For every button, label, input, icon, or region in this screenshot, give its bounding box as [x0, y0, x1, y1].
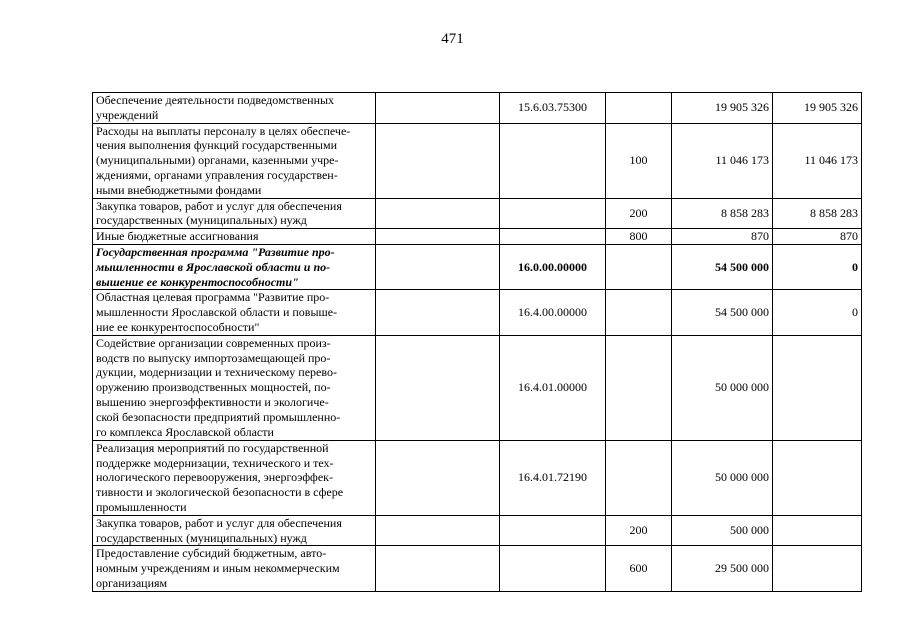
table-row — [93, 440, 862, 515]
item-name-line: государственных (муниципальных) нужд — [96, 530, 307, 545]
target-code-cell: 16.4.01.72190 — [500, 440, 606, 515]
amount-1-cell: 500 000 — [672, 515, 773, 546]
blank-cell — [376, 244, 500, 289]
blank-cell — [376, 440, 500, 515]
item-name-line: Предоставление субсидий бюджетным, авто- — [96, 546, 327, 561]
amount-1-cell: 54 500 000 — [672, 244, 773, 289]
expense-type-cell: 200 — [606, 515, 672, 546]
item-name-line: ждениями, органами управления государствен- — [96, 167, 338, 182]
blank-cell — [376, 290, 500, 335]
amount-1-cell: 19 905 326 — [672, 93, 773, 124]
item-name-line: ние ее конкурентоспособности" — [96, 319, 260, 334]
item-name-line: номным учреждениям и иным некоммерческим — [96, 561, 340, 576]
item-name-line: го комплекса Ярославской области — [96, 424, 274, 439]
expense-type-cell — [606, 290, 672, 335]
expense-type-cell: 100 — [606, 123, 672, 198]
amount-2-cell: 8 858 283 — [773, 198, 862, 229]
amount-2-cell: 870 — [773, 229, 862, 245]
item-name-line: Расходы на выплаты персоналу в целях обеспече- — [96, 123, 351, 138]
target-code-cell — [500, 546, 606, 591]
target-code-cell: 16.0.00.00000 — [500, 244, 606, 289]
item-name-cell — [93, 440, 376, 515]
target-code-cell: 16.4.01.00000 — [500, 335, 606, 440]
budget-table-body — [93, 93, 862, 592]
expense-type-cell — [606, 244, 672, 289]
amount-2-cell — [773, 335, 862, 440]
blank-cell — [376, 229, 500, 245]
item-name-line: Областная целевая программа "Развитие про- — [96, 290, 330, 305]
amount-1-cell: 50 000 000 — [672, 335, 773, 440]
item-name-line: нологического перевооружения, энергоэффек- — [96, 470, 333, 485]
blank-cell — [376, 93, 500, 124]
target-code-cell: 16.4.00.00000 — [500, 290, 606, 335]
amount-2-cell: 11 046 173 — [773, 123, 862, 198]
amount-2-cell: 19 905 326 — [773, 93, 862, 124]
item-name-line: ской безопасности предприятий промышленно- — [96, 409, 341, 424]
table-row — [93, 546, 862, 591]
item-name-line: Закупка товаров, работ и услуг для обеспечения — [96, 198, 342, 213]
item-name-line: чения выполнения функций государственными — [96, 138, 337, 153]
expense-type-cell: 600 — [606, 546, 672, 591]
item-name-cell — [93, 229, 376, 245]
amount-1-cell: 54 500 000 — [672, 290, 773, 335]
table-row — [93, 244, 862, 289]
item-name-line: (муниципальными) органами, казенными учре- — [96, 153, 339, 168]
item-name-line: Обеспечение деятельности подведомственных — [96, 93, 335, 107]
target-code-cell — [500, 229, 606, 245]
target-code-cell — [500, 123, 606, 198]
item-name-line: поддержке модернизации, технического и тех- — [96, 455, 334, 470]
table-row — [93, 229, 862, 245]
amount-2-cell — [773, 546, 862, 591]
table-row — [93, 198, 862, 229]
amount-1-cell: 50 000 000 — [672, 440, 773, 515]
expense-type-cell — [606, 440, 672, 515]
amount-2-cell: 0 — [773, 244, 862, 289]
item-name-cell — [93, 335, 376, 440]
table-row — [93, 515, 862, 546]
amount-2-cell — [773, 515, 862, 546]
blank-cell — [376, 123, 500, 198]
item-name-line: мышленности в Ярославской области и по- — [96, 259, 331, 274]
blank-cell — [376, 546, 500, 591]
item-name-line: учреждений — [96, 107, 159, 122]
item-name-line: Содействие организации современных произ- — [96, 335, 331, 350]
expense-type-cell: 200 — [606, 198, 672, 229]
item-name-cell — [93, 93, 376, 124]
amount-1-cell: 8 858 283 — [672, 198, 773, 229]
item-name-cell — [93, 515, 376, 546]
expense-type-cell: 800 — [606, 229, 672, 245]
item-name-line: Иные бюджетные ассигнования — [96, 229, 259, 244]
item-name-line: вышению энергоэффективности и экологиче- — [96, 394, 329, 409]
item-name-cell — [93, 546, 376, 591]
item-name-cell — [93, 123, 376, 198]
blank-cell — [376, 335, 500, 440]
item-name-line: водств по выпуску импортозамещающей про- — [96, 350, 331, 365]
target-code-cell: 15.6.03.75300 — [500, 93, 606, 124]
page-number: 471 — [441, 31, 464, 47]
table-row — [93, 290, 862, 335]
item-name-line: оружению производственных мощностей, по- — [96, 380, 331, 395]
item-name-line: Закупка товаров, работ и услуг для обеспечения — [96, 515, 342, 530]
blank-cell — [376, 515, 500, 546]
item-name-line: Реализация мероприятий по государственной — [96, 440, 329, 455]
item-name-line: государственных (муниципальных) нужд — [96, 213, 307, 228]
item-name-cell — [93, 290, 376, 335]
item-name-line: мышленности Ярославской области и повыше- — [96, 305, 338, 320]
item-name-line: тивности и экологической безопасности в сфере — [96, 485, 344, 500]
item-name-line: ными внебюджетными фондами — [96, 182, 262, 197]
item-name-line: промышленности — [96, 499, 187, 514]
item-name-line: дукции, модернизации и техническому перево- — [96, 365, 337, 380]
item-name-line: вышение ее конкурентоспособности" — [96, 274, 299, 289]
table-row — [93, 93, 862, 124]
target-code-cell — [500, 515, 606, 546]
budget-table — [92, 92, 862, 592]
item-name-cell — [93, 198, 376, 229]
table-row — [93, 335, 862, 440]
blank-cell — [376, 198, 500, 229]
table-row — [93, 123, 862, 198]
amount-1-cell: 870 — [672, 229, 773, 245]
target-code-cell — [500, 198, 606, 229]
item-name-line: организациям — [96, 575, 168, 590]
item-name-line: Государственная программа "Развитие про- — [96, 244, 335, 259]
amount-1-cell: 11 046 173 — [672, 123, 773, 198]
amount-1-cell: 29 500 000 — [672, 546, 773, 591]
item-name-cell — [93, 244, 376, 289]
expense-type-cell — [606, 93, 672, 124]
expense-type-cell — [606, 335, 672, 440]
amount-2-cell — [773, 440, 862, 515]
amount-2-cell: 0 — [773, 290, 862, 335]
